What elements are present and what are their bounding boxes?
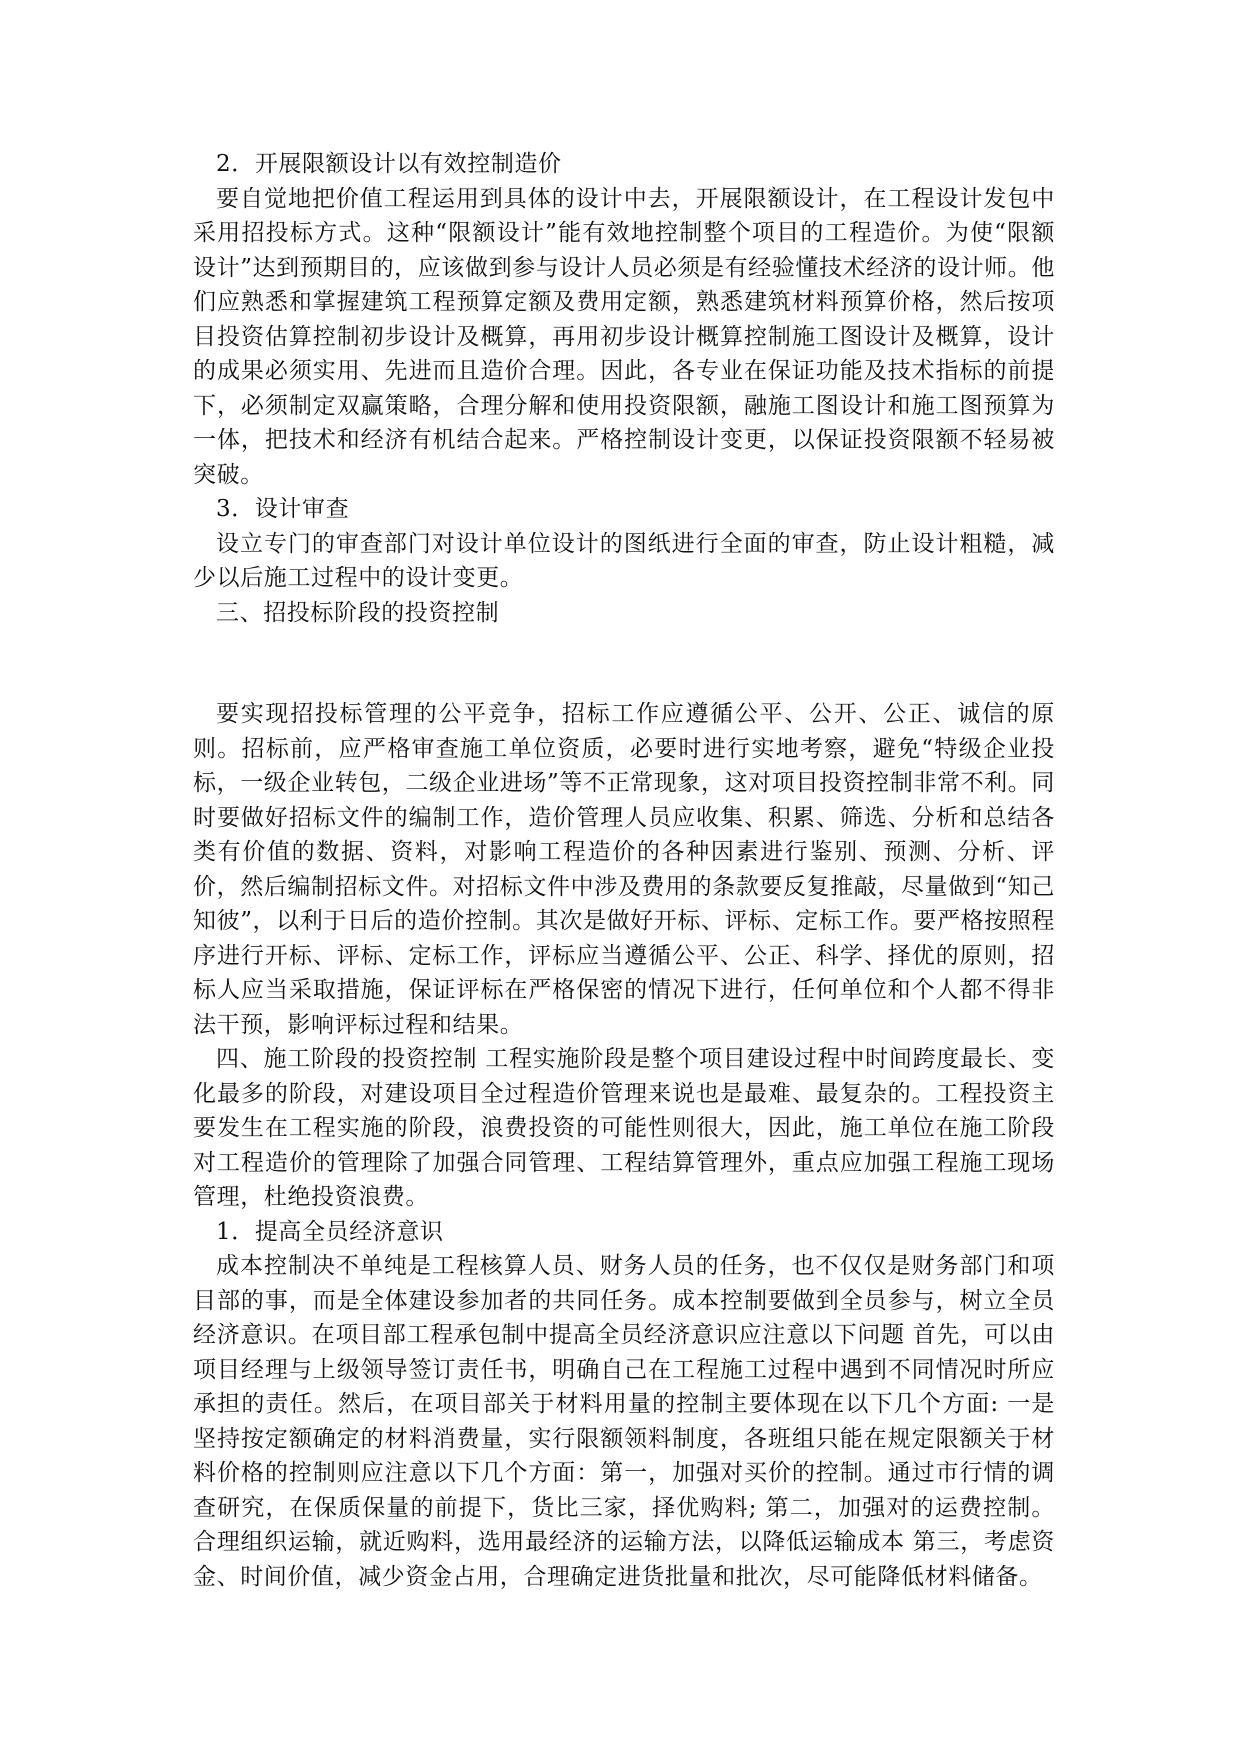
body-paragraph: 四、施工阶段的投资控制 工程实施阶段是整个项目建设过程中时间跨度最长、变化最多的阶段，对建设项目全过程造价管理来说也是最难、最复杂的。工程投资主要发生在工程实施的阶段，浪费投资的可能性则很大，因此，施工单位在施工阶段对工程造价的管理除了加强合同管理、工程结算管理外，重点应加强工程施工现场管理，杜绝投资浪费。 — [193, 1046, 1055, 1210]
section-heading: 2．开展限额设计以有效控制造价 — [216, 151, 562, 177]
text-block-upper — [193, 147, 1055, 630]
body-paragraph: 要自觉地把价值工程运用到具体的设计中去，开展限额设计，在工程设计发包中采用招投标方式。这种“限额设计”能有效地控制整个项目的工程造价。为使“限额设计”达到预期目的，应该做到参与设计人员必须是有经验懂技术经济的设计师。他们应熟悉和掌握建筑工程预算定额及费用定额，熟悉建筑材料预算价格，然后按项目投资估算控制初步设计及概算，再用初步设计概算控制施工图设计及概算，设计的成果必须实用、先进而且造价合理。因此，各专业在保证功能及技术指标的前提下，必须制定双赢策略，合理分解和使用投资限额，融施工图设计和施工图预算为一体，把技术和经济有机结合起来。严格控制设计变更，以保证投资限额不轻易被突破。 — [193, 185, 1055, 488]
body-paragraph: 设立专门的审查部门对设计单位设计的图纸进行全面的审查，防止设计粗糙，减少以后施工过程中的设计变更。 — [193, 530, 1055, 591]
section-heading: 1．提高全员经济意识 — [216, 1218, 444, 1245]
body-paragraph: 成本控制决不单纯是工程核算人员、财务人员的任务，也不仅仅是财务部门和项目部的事，而是全体建设参加者的共同任务。成本控制要做到全员参与，树立全员经济意识。在项目部工程承包制中提高全员经济意识应注意以下问题 首先，可以由项目经理与上级领导签订责任书，明确自己在工程施工过程中遇到不同情况时所应承担的责任。然后，在项目部关于材料用量的控制主要体现在以下几个方面: 一是坚持按定额确定的材料消费量，实行限额领料制度，各班组只能在规定限额关于材料价格的控制则应注意以下几个方面：第一，加强对买价的控制。通过市行情的调查研究，在保质保量的前提下，货比三家，择优购料; 第二，加强对的运费控制。合理组织运输，就近购料，选用最经济的运输方法，以降低运输成本 第三，考虑资金、时间价值，减少资金占用，合理确定进货批量和批次，尽可能降低材料储备。 — [193, 1253, 1055, 1590]
body-paragraph: 要实现招投标管理的公平竞争，招标工作应遵循公平、公开、公正、诚信的原则。招标前，应严格审查施工单位资质，必要时进行实地考察，避免“特级企业投标，一级企业转包，二级企业进场”等不正常现象，这对项目投资控制非常不利。同时要做好招标文件的编制工作，造价管理人员应收集、积累、筛选、分析和总结各类有价值的数据、资料，对影响工程造价的各种因素进行鉴别、预测、分析、评价，然后编制招标文件。对招标文件中涉及费用的条款要反复推敲，尽量做到“知己知彼”，以利于日后的造价控制。其次是做好开标、评标、定标工作。要严格按照程序进行开标、评标、定标工作，评标应当遵循公平、公正、科学、择优的原则，招标人应当采取措施，保证评标在严格保密的情况下进行，任何单位和个人都不得非法干预，影响评标过程和结果。 — [193, 701, 1055, 1038]
text-block-lower — [193, 697, 1055, 1594]
section-heading: 三、招投标阶段的投资控制 — [216, 599, 500, 626]
section-heading: 3．设计审查 — [216, 496, 350, 522]
